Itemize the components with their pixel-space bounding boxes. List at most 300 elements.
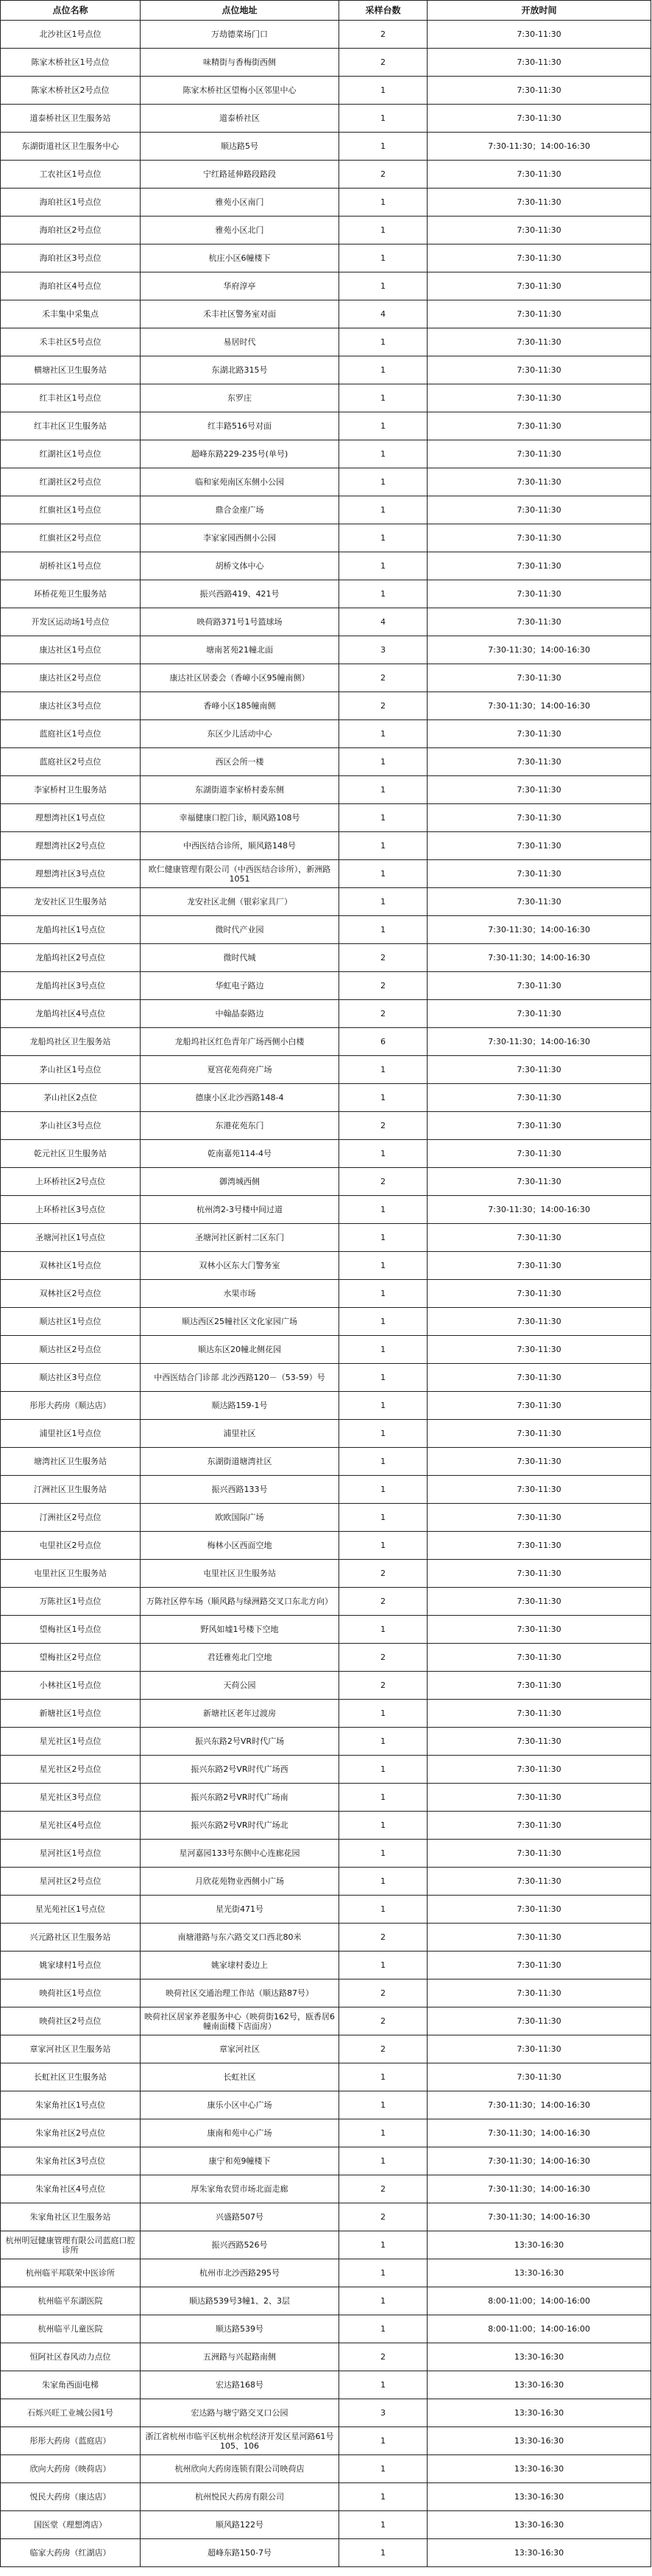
site-name-cell: 茅山社区2点位 xyxy=(1,1084,141,1112)
opening-hours-cell: 7:30-11:30 xyxy=(428,1140,651,1168)
sampler-count-cell: 1 xyxy=(339,720,428,748)
site-name-cell: 茅山社区3号点位 xyxy=(1,1112,141,1140)
table-row xyxy=(1,580,651,608)
site-name-cell: 国医堂（理想湾店） xyxy=(1,2511,141,2539)
sampler-count-cell: 2 xyxy=(339,2007,428,2035)
sampler-count-cell: 1 xyxy=(339,2427,428,2455)
site-name-cell: 上环桥社区2号点位 xyxy=(1,1168,141,1196)
sampler-count-cell: 1 xyxy=(339,384,428,412)
opening-hours-cell: 7:30-11:30 xyxy=(428,2035,651,2063)
site-name-cell: 圣塘河社区1号点位 xyxy=(1,1224,141,1252)
site-address-cell: 杭州欣向大药房连锁有限公司映荷店 xyxy=(141,2455,339,2483)
sampler-count-cell: 1 xyxy=(339,356,428,384)
table-row xyxy=(1,272,651,300)
site-address-cell: 厚朱家角农贸市场北面走廊 xyxy=(141,2175,339,2203)
table-row xyxy=(1,1028,651,1056)
site-name-cell: 理想湾社区1号点位 xyxy=(1,804,141,832)
site-address-cell: 屯里社区卫生服务站 xyxy=(141,1560,339,1588)
sampler-count-cell: 2 xyxy=(339,49,428,77)
table-row xyxy=(1,832,651,860)
site-name-cell: 红丰社区卫生服务站 xyxy=(1,412,141,440)
table-row xyxy=(1,2091,651,2119)
site-name-cell: 环桥花苑卫生服务站 xyxy=(1,580,141,608)
table-row xyxy=(1,2371,651,2399)
site-address-cell: 康南和苑中心广场 xyxy=(141,2119,339,2147)
site-address-cell: 龙安社区北侧（银彩家具厂） xyxy=(141,888,339,916)
opening-hours-cell: 7:30-11:30 xyxy=(428,1588,651,1616)
sampler-count-cell: 1 xyxy=(339,524,428,552)
table-row xyxy=(1,244,651,272)
site-address-cell: 微时代城 xyxy=(141,944,339,972)
sampler-count-cell: 2 xyxy=(339,2175,428,2203)
sampler-count-cell: 1 xyxy=(339,1812,428,1840)
header-sampler-count: 采样台数 xyxy=(339,1,428,21)
opening-hours-cell: 7:30-11:30 xyxy=(428,804,651,832)
site-name-cell: 章家河社区卫生服务站 xyxy=(1,2035,141,2063)
site-address-cell: 顺达路159-1号 xyxy=(141,1392,339,1420)
sampler-count-cell: 1 xyxy=(339,77,428,105)
opening-hours-cell: 7:30-11:30 xyxy=(428,272,651,300)
sampler-count-cell: 1 xyxy=(339,496,428,524)
opening-hours-cell: 7:30-11:30；14:00-16:30 xyxy=(428,636,651,664)
opening-hours-cell: 7:30-11:30 xyxy=(428,496,651,524)
site-name-cell: 双林社区1号点位 xyxy=(1,1252,141,1280)
site-address-cell: 振兴西路133号 xyxy=(141,1476,339,1504)
sampler-count-cell: 2 xyxy=(339,1000,428,1028)
site-address-cell: 宏达路与塘宁路交叉口公园 xyxy=(141,2399,339,2427)
table-row xyxy=(1,2203,651,2231)
table-row xyxy=(1,496,651,524)
opening-hours-cell: 7:30-11:30 xyxy=(428,356,651,384)
site-address-cell: 天荷公园 xyxy=(141,1672,339,1700)
table-row xyxy=(1,776,651,804)
site-address-cell: 塘南茗苑21幢北面 xyxy=(141,636,339,664)
site-name-cell: 小林社区1号点位 xyxy=(1,1672,141,1700)
opening-hours-cell: 7:30-11:30 xyxy=(428,888,651,916)
sampler-count-cell: 1 xyxy=(339,1784,428,1812)
table-row xyxy=(1,1560,651,1588)
site-name-cell: 龙船坞社区卫生服务站 xyxy=(1,1028,141,1056)
sampler-count-cell: 1 xyxy=(339,1476,428,1504)
sampler-count-cell: 2 xyxy=(339,2343,428,2371)
table-row xyxy=(1,1728,651,1756)
site-name-cell: 悦民大药房（康达店） xyxy=(1,2483,141,2511)
site-name-cell: 彤彤大药房（顺达店） xyxy=(1,1392,141,1420)
opening-hours-cell: 7:30-11:30 xyxy=(428,1308,651,1336)
table-row xyxy=(1,21,651,49)
table-row xyxy=(1,412,651,440)
opening-hours-cell: 7:30-11:30 xyxy=(428,972,651,1000)
sampler-count-cell: 2 xyxy=(339,1560,428,1588)
opening-hours-cell: 7:30-11:30 xyxy=(428,1812,651,1840)
table-row xyxy=(1,1924,651,1952)
sampler-count-cell: 1 xyxy=(339,580,428,608)
site-address-cell: 易居时代 xyxy=(141,328,339,356)
opening-hours-cell: 13:30-16:30 xyxy=(428,2259,651,2287)
site-address-cell: 康乐小区中心广场 xyxy=(141,2091,339,2119)
sampler-count-cell: 1 xyxy=(339,1420,428,1448)
table-row xyxy=(1,1112,651,1140)
table-row xyxy=(1,636,651,664)
sampler-count-cell: 1 xyxy=(339,888,428,916)
table-row xyxy=(1,748,651,776)
site-name-cell: 顺达社区3号点位 xyxy=(1,1364,141,1392)
opening-hours-cell: 7:30-11:30 xyxy=(428,1504,651,1532)
site-name-cell: 汀洲社区2号点位 xyxy=(1,1504,141,1532)
table-row xyxy=(1,1840,651,1868)
table-row xyxy=(1,1168,651,1196)
opening-hours-cell: 7:30-11:30；14:00-16:30 xyxy=(428,2119,651,2147)
table-row xyxy=(1,1392,651,1420)
site-address-cell: 浙江省杭州市临平区杭州余杭经济开发区星河路61号105、106 xyxy=(141,2427,339,2455)
site-name-cell: 星河社区2号点位 xyxy=(1,1868,141,1896)
table-row xyxy=(1,2287,651,2315)
site-name-cell: 海珀社区2号点位 xyxy=(1,217,141,244)
sampler-count-cell: 1 xyxy=(339,272,428,300)
opening-hours-cell: 7:30-11:30 xyxy=(428,524,651,552)
site-name-cell: 海珀社区4号点位 xyxy=(1,272,141,300)
opening-hours-cell: 7:30-11:30；14:00-16:30 xyxy=(428,916,651,944)
site-address-cell: 万劫德菜场门口 xyxy=(141,21,339,49)
table-row xyxy=(1,161,651,189)
table-row xyxy=(1,1979,651,2007)
opening-hours-cell: 7:30-11:30 xyxy=(428,580,651,608)
site-address-cell: 香峰小区185幢南侧 xyxy=(141,692,339,720)
table-row xyxy=(1,1616,651,1644)
table-row xyxy=(1,1056,651,1084)
sampler-count-cell: 1 xyxy=(339,1728,428,1756)
table-row xyxy=(1,1532,651,1560)
opening-hours-cell: 7:30-11:30；14:00-16:30 xyxy=(428,2091,651,2119)
table-row xyxy=(1,1308,651,1336)
opening-hours-cell: 7:30-11:30；14:00-16:30 xyxy=(428,2175,651,2203)
sampler-count-cell: 1 xyxy=(339,1616,428,1644)
opening-hours-cell: 13:30-16:30 xyxy=(428,2231,651,2259)
sampler-count-cell: 1 xyxy=(339,2063,428,2091)
site-address-cell: 东区少儿活动中心 xyxy=(141,720,339,748)
site-address-cell: 兴盛路507号 xyxy=(141,2203,339,2231)
table-row xyxy=(1,944,651,972)
site-name-cell: 康达社区1号点位 xyxy=(1,636,141,664)
table-row xyxy=(1,1084,651,1112)
site-name-cell: 石烁兴旺工业城公园1号 xyxy=(1,2399,141,2427)
table-row xyxy=(1,860,651,888)
opening-hours-cell: 7:30-11:30 xyxy=(428,244,651,272)
site-address-cell: 顺达路5号 xyxy=(141,133,339,161)
site-name-cell: 红湖社区1号点位 xyxy=(1,440,141,468)
opening-hours-cell: 7:30-11:30 xyxy=(428,1252,651,1280)
site-address-cell: 微时代产业园 xyxy=(141,916,339,944)
sampler-count-cell: 1 xyxy=(339,1700,428,1728)
sampler-count-cell: 1 xyxy=(339,1336,428,1364)
sampler-count-cell: 4 xyxy=(339,300,428,328)
site-name-cell: 望梅社区2号点位 xyxy=(1,1644,141,1672)
site-name-cell: 理想湾社区3号点位 xyxy=(1,860,141,888)
site-address-cell: 道泰桥社区 xyxy=(141,105,339,133)
site-name-cell: 杭州临平邦联荣中医诊所 xyxy=(1,2259,141,2287)
table-row xyxy=(1,328,651,356)
site-name-cell: 星河社区1号点位 xyxy=(1,1840,141,1868)
opening-hours-cell: 7:30-11:30；14:00-16:30 xyxy=(428,133,651,161)
sampler-count-cell: 1 xyxy=(339,1196,428,1224)
opening-hours-cell: 7:30-11:30 xyxy=(428,1700,651,1728)
table-row xyxy=(1,1868,651,1896)
opening-hours-cell: 7:30-11:30 xyxy=(428,77,651,105)
table-row xyxy=(1,692,651,720)
site-name-cell: 朱家角社区1号点位 xyxy=(1,2091,141,2119)
opening-hours-cell: 7:30-11:30；14:00-16:30 xyxy=(428,1196,651,1224)
table-row xyxy=(1,2231,651,2259)
opening-hours-cell: 8:00-11:00；14:00-16:00 xyxy=(428,2287,651,2315)
table-row xyxy=(1,1224,651,1252)
sampler-count-cell: 2 xyxy=(339,1588,428,1616)
site-name-cell: 理想湾社区2号点位 xyxy=(1,832,141,860)
site-name-cell: 塘湾社区卫生服务站 xyxy=(1,1448,141,1476)
opening-hours-cell: 13:30-16:30 xyxy=(428,2539,651,2567)
opening-hours-cell: 7:30-11:30 xyxy=(428,1728,651,1756)
sampler-count-cell: 2 xyxy=(339,692,428,720)
site-name-cell: 朱家角社区卫生服务站 xyxy=(1,2203,141,2231)
site-address-cell: 陈家木桥社区望梅小区邻里中心 xyxy=(141,77,339,105)
opening-hours-cell: 7:30-11:30 xyxy=(428,1168,651,1196)
opening-hours-cell: 7:30-11:30；14:00-16:30 xyxy=(428,2203,651,2231)
opening-hours-cell: 7:30-11:30 xyxy=(428,1448,651,1476)
site-name-cell: 彤彤大药房（蓝庭店） xyxy=(1,2427,141,2455)
site-address-cell: 乾南嘉苑114-4号 xyxy=(141,1140,339,1168)
opening-hours-cell: 7:30-11:30 xyxy=(428,412,651,440)
site-address-cell: 杭州湾2-3号楼中间过道 xyxy=(141,1196,339,1224)
opening-hours-cell: 7:30-11:30 xyxy=(428,608,651,636)
table-row xyxy=(1,2343,651,2371)
sampler-count-cell: 1 xyxy=(339,189,428,217)
site-name-cell: 海珀社区3号点位 xyxy=(1,244,141,272)
table-row xyxy=(1,217,651,244)
site-address-cell: 胡桥文体中心 xyxy=(141,552,339,580)
site-address-cell: 双林小区东大门警务室 xyxy=(141,1252,339,1280)
table-row xyxy=(1,2483,651,2511)
site-address-cell: 雅苑小区南门 xyxy=(141,189,339,217)
sampler-count-cell: 1 xyxy=(339,412,428,440)
site-name-cell: 红旗社区1号点位 xyxy=(1,496,141,524)
site-address-cell: 浦里社区 xyxy=(141,1420,339,1448)
opening-hours-cell: 7:30-11:30 xyxy=(428,1924,651,1952)
site-address-cell: 东罗庄 xyxy=(141,384,339,412)
table-row xyxy=(1,1000,651,1028)
opening-hours-cell: 13:30-16:30 xyxy=(428,2343,651,2371)
opening-hours-cell: 7:30-11:30；14:00-16:30 xyxy=(428,1028,651,1056)
table-row xyxy=(1,2399,651,2427)
site-name-cell: 浦里社区1号点位 xyxy=(1,1420,141,1448)
opening-hours-cell: 13:30-16:30 xyxy=(428,2427,651,2455)
sampler-count-cell: 2 xyxy=(339,1168,428,1196)
opening-hours-cell: 13:30-16:30 xyxy=(428,2511,651,2539)
table-row xyxy=(1,105,651,133)
site-name-cell: 恒阿社区春风动力点位 xyxy=(1,2343,141,2371)
opening-hours-cell: 7:30-11:30 xyxy=(428,1644,651,1672)
table-row xyxy=(1,720,651,748)
table-row xyxy=(1,2259,651,2287)
table-row xyxy=(1,2427,651,2455)
site-address-cell: 临和家苑南区东侧小公园 xyxy=(141,468,339,496)
opening-hours-cell: 7:30-11:30 xyxy=(428,468,651,496)
site-address-cell: 映荷社区交通治理工作站（顺达路87号） xyxy=(141,1979,339,2007)
sampler-count-cell: 1 xyxy=(339,105,428,133)
site-name-cell: 临家大药房（红湖店） xyxy=(1,2539,141,2567)
table-row xyxy=(1,1700,651,1728)
opening-hours-cell: 7:30-11:30 xyxy=(428,105,651,133)
table-row xyxy=(1,1476,651,1504)
site-name-cell: 兴元路社区卫生服务站 xyxy=(1,1924,141,1952)
site-name-cell: 龙船坞社区4号点位 xyxy=(1,1000,141,1028)
table-row xyxy=(1,524,651,552)
site-address-cell: 德康小区北沙西路148-4 xyxy=(141,1084,339,1112)
site-address-cell: 振兴西路419、421号 xyxy=(141,580,339,608)
sampler-count-cell: 1 xyxy=(339,2511,428,2539)
site-name-cell: 龙船坞社区2号点位 xyxy=(1,944,141,972)
table-row xyxy=(1,49,651,77)
sampler-count-cell: 1 xyxy=(339,776,428,804)
site-name-cell: 映荷社区2号点位 xyxy=(1,2007,141,2035)
site-name-cell: 禾丰集中采集点 xyxy=(1,300,141,328)
site-address-cell: 杭庄小区6幢楼下 xyxy=(141,244,339,272)
opening-hours-cell: 7:30-11:30 xyxy=(428,2063,651,2091)
sampler-count-cell: 1 xyxy=(339,1308,428,1336)
sampler-count-cell: 1 xyxy=(339,440,428,468)
opening-hours-cell: 7:30-11:30 xyxy=(428,1560,651,1588)
site-address-cell: 夏宫花苑荷亮广场 xyxy=(141,1056,339,1084)
sampler-count-cell: 1 xyxy=(339,1868,428,1896)
opening-hours-cell: 7:30-11:30 xyxy=(428,1868,651,1896)
table-row xyxy=(1,972,651,1000)
table-row xyxy=(1,77,651,105)
sampler-count-cell: 1 xyxy=(339,1952,428,1979)
table-row xyxy=(1,356,651,384)
table-row xyxy=(1,300,651,328)
table-row xyxy=(1,2455,651,2483)
site-address-cell: 君廷雅苑北门空地 xyxy=(141,1644,339,1672)
site-name-cell: 欣向大药房（映荷店） xyxy=(1,2455,141,2483)
opening-hours-cell: 7:30-11:30 xyxy=(428,1952,651,1979)
site-name-cell: 茅山社区1号点位 xyxy=(1,1056,141,1084)
site-address-cell: 东湖北路315号 xyxy=(141,356,339,384)
table-row xyxy=(1,468,651,496)
opening-hours-cell: 7:30-11:30 xyxy=(428,1112,651,1140)
opening-hours-cell: 7:30-11:30 xyxy=(428,2007,651,2035)
site-address-cell: 中翰晶泰路边 xyxy=(141,1000,339,1028)
table-row xyxy=(1,552,651,580)
table-row xyxy=(1,1588,651,1616)
site-name-cell: 顺达社区1号点位 xyxy=(1,1308,141,1336)
table-row xyxy=(1,2315,651,2343)
table-row xyxy=(1,608,651,636)
table-body xyxy=(1,21,651,2567)
site-name-cell: 杭州明冠健康管理有限公司蓝庭口腔诊所 xyxy=(1,2231,141,2259)
site-name-cell: 映荷社区1号点位 xyxy=(1,1979,141,2007)
site-name-cell: 星光苑社区1号点位 xyxy=(1,1896,141,1924)
site-address-cell: 月欣花苑物业西侧小广场 xyxy=(141,1868,339,1896)
table-row xyxy=(1,2511,651,2539)
sampler-count-cell: 2 xyxy=(339,1924,428,1952)
site-name-cell: 望梅社区1号点位 xyxy=(1,1616,141,1644)
sampler-count-cell: 1 xyxy=(339,1084,428,1112)
site-name-cell: 龙安社区卫生服务站 xyxy=(1,888,141,916)
table-row xyxy=(1,1896,651,1924)
opening-hours-cell: 7:30-11:30 xyxy=(428,217,651,244)
opening-hours-cell: 7:30-11:30 xyxy=(428,189,651,217)
site-name-cell: 长虹社区卫生服务站 xyxy=(1,2063,141,2091)
site-address-cell: 顺达路539号 xyxy=(141,2315,339,2343)
sampler-count-cell: 1 xyxy=(339,1364,428,1392)
site-address-cell: 杭州悦民大药房有限公司 xyxy=(141,2483,339,2511)
sampler-count-cell: 1 xyxy=(339,2147,428,2175)
sampler-count-cell: 2 xyxy=(339,1112,428,1140)
site-address-cell: 顺达路539号3幢1、2、3层 xyxy=(141,2287,339,2315)
sampler-count-cell: 1 xyxy=(339,1056,428,1084)
site-name-cell: 横塘社区卫生服务站 xyxy=(1,356,141,384)
site-address-cell: 振兴西路526号 xyxy=(141,2231,339,2259)
site-name-cell: 朱家角西面电梯 xyxy=(1,2371,141,2399)
site-name-cell: 红旗社区2号点位 xyxy=(1,524,141,552)
opening-hours-cell: 13:30-16:30 xyxy=(428,2399,651,2427)
opening-hours-cell: 7:30-11:30 xyxy=(428,720,651,748)
site-name-cell: 汀洲社区卫生服务站 xyxy=(1,1476,141,1504)
opening-hours-cell: 7:30-11:30 xyxy=(428,1336,651,1364)
site-name-cell: 杭州临平东湖医院 xyxy=(1,2287,141,2315)
table-row xyxy=(1,1784,651,1812)
sampler-count-cell: 1 xyxy=(339,1840,428,1868)
table-row xyxy=(1,1280,651,1308)
opening-hours-cell: 7:30-11:30 xyxy=(428,1000,651,1028)
opening-hours-cell: 7:30-11:30 xyxy=(428,1056,651,1084)
sampler-count-cell: 1 xyxy=(339,2231,428,2259)
site-address-cell: 禾丰社区警务室对面 xyxy=(141,300,339,328)
site-address-cell: 水果市场 xyxy=(141,1280,339,1308)
site-address-cell: 味精街与香梅街西侧 xyxy=(141,49,339,77)
table-row xyxy=(1,1756,651,1784)
table-row xyxy=(1,1812,651,1840)
sampler-count-cell: 1 xyxy=(339,916,428,944)
opening-hours-cell: 7:30-11:30 xyxy=(428,832,651,860)
site-name-cell: 上环桥社区3号点位 xyxy=(1,1196,141,1224)
site-address-cell: 新塘社区老年过渡房 xyxy=(141,1700,339,1728)
sampler-count-cell: 1 xyxy=(339,804,428,832)
site-address-cell: 星光街471号 xyxy=(141,1896,339,1924)
opening-hours-cell: 7:30-11:30 xyxy=(428,1224,651,1252)
sampler-count-cell: 1 xyxy=(339,133,428,161)
site-address-cell: 顺达东区20幢北侧花园 xyxy=(141,1336,339,1364)
site-address-cell: 振兴东路2号VR时代广场北 xyxy=(141,1812,339,1840)
table-row xyxy=(1,888,651,916)
site-name-cell: 星光社区4号点位 xyxy=(1,1812,141,1840)
site-name-cell: 蓝庭社区2号点位 xyxy=(1,748,141,776)
site-address-cell: 中西医结合门诊部 北沙西路120－（53-59）号 xyxy=(141,1364,339,1392)
opening-hours-cell: 7:30-11:30 xyxy=(428,664,651,692)
table-row xyxy=(1,189,651,217)
table-header-row xyxy=(1,1,651,21)
site-name-cell: 开发区运动场1号点位 xyxy=(1,608,141,636)
site-address-cell: 御湾城西侧 xyxy=(141,1168,339,1196)
site-name-cell: 星光社区1号点位 xyxy=(1,1728,141,1756)
header-site-name: 点位名称 xyxy=(1,1,141,21)
opening-hours-cell: 7:30-11:30 xyxy=(428,1896,651,1924)
sampler-count-cell: 6 xyxy=(339,1028,428,1056)
opening-hours-cell: 7:30-11:30 xyxy=(428,1280,651,1308)
site-name-cell: 海珀社区1号点位 xyxy=(1,189,141,217)
sampler-count-cell: 1 xyxy=(339,1140,428,1168)
site-name-cell: 杭州临平儿童医院 xyxy=(1,2315,141,2343)
site-name-cell: 康达社区2号点位 xyxy=(1,664,141,692)
site-address-cell: 映荷社区居家养老服务中心（映荷街162号，瓯香居6幢南面楼下店面房） xyxy=(141,2007,339,2035)
